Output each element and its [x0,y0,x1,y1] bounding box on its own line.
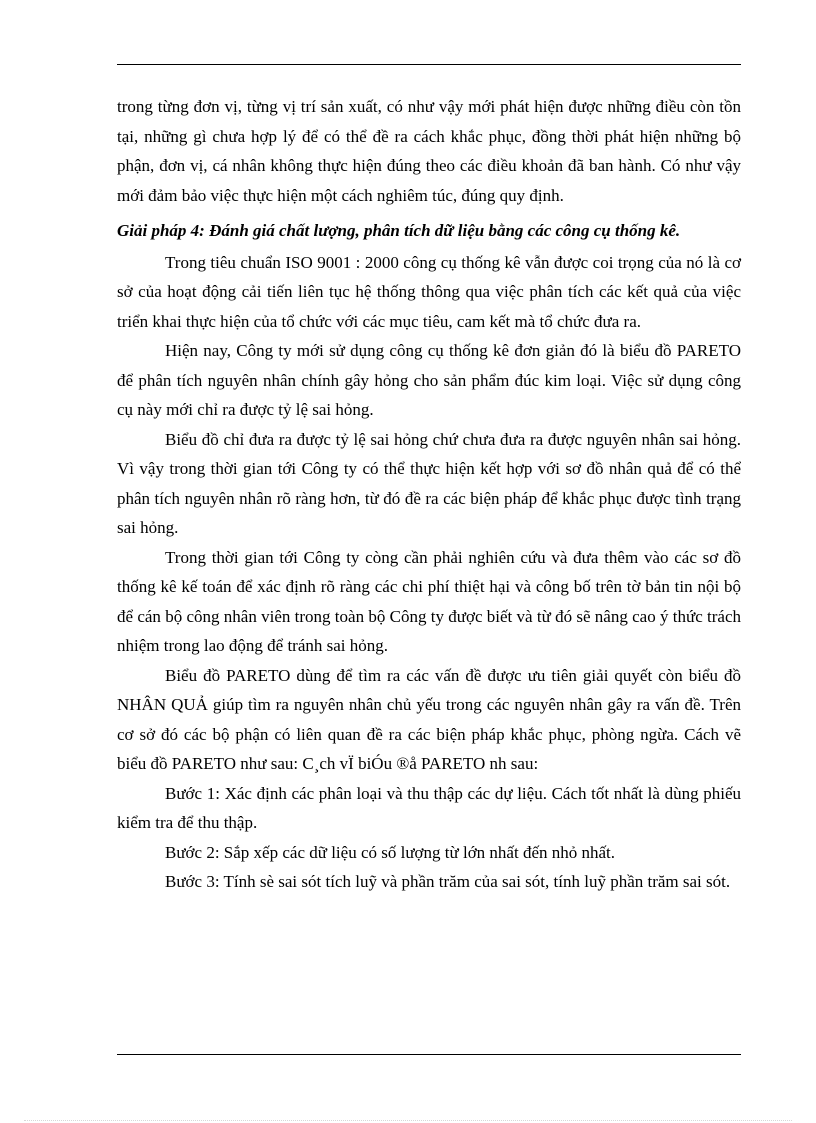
paragraph-6: Biểu đồ PARETO dùng để tìm ra các vấn đề được ưu tiên giải quyết còn biểu đồ NHÂN QUẢ giúp tìm ra nguyên nhân chủ yếu trong các nguyên nhân gây ra vấn đề. Trên cơ sở đó các bộ phận có liên quan đề ra các biện pháp khắc phục, phòng ngừa. Cách vẽ biểu đồ PARETO như sau: C¸ch vÏ biÓu ®å PARETO nh sau: [117,665,741,773]
paragraph-3: Hiện nay, Công ty mới sử dụng công cụ thống kê đơn giản đó là biểu đồ PARETO để phân tích nguyên nhân chính gây hỏng cho sản phẩm đúc kim loại. Việc sử dụng công cụ này mới chỉ ra được tỷ lệ sai hỏng. [117,341,741,419]
page-edge-dots [24,1120,792,1121]
paragraph-7: Bước 1: Xác định các phân loại và thu thập các dự liệu. Cách tốt nhất là dùng phiếu kiểm tra để thu thập. [117,783,741,832]
paragraph-5: Trong thời gian tới Công ty còng cần phải nghiên cứu và đưa thêm vào các sơ đồ thống kê kế toán để xác định rõ ràng các chi phí thiệt hại và công bố trên tờ bản tin nội bộ để cán bộ công nhân viên trong toàn bộ Công ty được biết và từ đó sẽ nâng cao ý thức trách nhiệm trong lao động để tránh sai hỏng. [117,547,741,655]
footer-rule [117,1054,741,1055]
paragraph-1: trong từng đơn vị, từng vị trí sản xuất, có như vậy mới phát hiện được những điều còn tồn tại, những gì chưa hợp lý để có thể đề ra cách khắc phục, đồng thời phát hiện những bộ phận, đơn vị, cá nhân không thực hiện đúng theo các điều khoản đã ban hành. Có như vậy mới đảm bảo việc thực hiện một cách nghiêm túc, đúng quy định. [117,97,741,205]
paragraph-8: Bước 2: Sắp xếp các dữ liệu có số lượng từ lớn nhất đến nhỏ nhất. [165,842,616,862]
paragraph-9: Bước 3: Tính sè sai sót tích luỹ và phần trăm của sai sót, tính luỹ phần trăm sai sót. [165,872,731,891]
header-rule [117,64,741,65]
paragraph-4: Biểu đồ chỉ đưa ra được tỷ lệ sai hỏng chứ chưa đưa ra được nguyên nhân sai hỏng. Vì vậy trong thời gian tới Công ty có thể thực hiện kết hợp với sơ đồ nhân quả để có thể phân tích nguyên nhân rõ ràng hơn, từ đó đề ra các biện pháp để khắc phục được tình trạng sai hỏng. [117,429,741,537]
page-body [117,92,741,897]
paragraph-2: Trong tiêu chuẩn ISO 9001 : 2000 công cụ thống kê vẫn được coi trọng của nó là cơ sở của hoạt động cải tiến liên tục hệ thống thông qua việc phân tích các kết quả của việc triển khai thực hiện của tổ chức với các mục tiêu, cam kết mà tổ chức đưa ra. [117,252,741,331]
section-heading: Giải pháp 4: Đánh giá chất lượng, phân tích dữ liệu bằng các công cụ thống kê. [117,221,681,240]
